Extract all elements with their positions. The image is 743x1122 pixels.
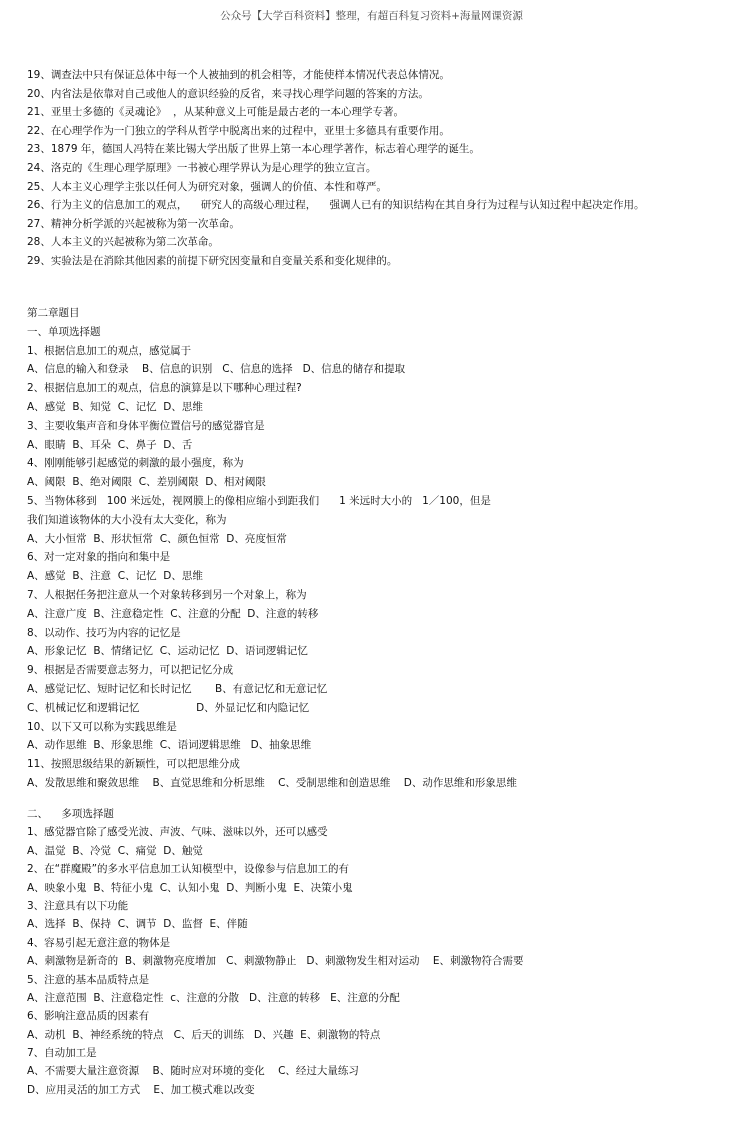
question: 3、主要收集声音和身体平衡位置信号的感觉器官是 (27, 419, 265, 432)
options: A、发散思维和聚敛思维 B、直觉思维和分析思维 C、受制思维和创造思维 D、动作思维和形象思维 (27, 776, 517, 789)
options: A、注意范围 B、注意稳定性 c、注意的分散 D、注意的转移 E、注意的分配 (27, 991, 400, 1004)
question: 9、根据是否需要意志努力，可以把记忆分成 (27, 664, 234, 677)
options: A、感觉 B、注意 C、记忆 D、思维 (27, 570, 203, 583)
multiple-choice-section (27, 805, 727, 1099)
question: 1、根据信息加工的观点，感觉属于 (27, 344, 192, 357)
options: A、温觉 B、冷觉 C、痛觉 D、触觉 (27, 844, 203, 857)
options: A、动作思维 B、形象思维 C、语词逻辑思维 D、抽象思维 (27, 739, 312, 752)
options: A、选择 B、保持 C、调节 D、监督 E、伴随 (27, 918, 248, 931)
statement-27: 27、精神分析学派的兴起被称为第一次革命。 (27, 217, 240, 230)
question-continued: 我们知道该物体的大小没有太大变化，称为 (27, 513, 227, 526)
statement-25: 25、人本主义心理学主张以任何人为研究对象，强调人的价值、本性和尊严。 (27, 180, 387, 193)
question: 3、注意具有以下功能 (27, 899, 129, 912)
options: A、感觉记忆、短时记忆和长时记忆 B、有意记忆和无意记忆 (27, 682, 328, 695)
question: 5、注意的基本品质特点是 (27, 973, 150, 986)
statement-29: 29、实验法是在消除其他因素的前提下研究因变量和自变量关系和变化规律的。 (27, 254, 398, 267)
question: 2、根据信息加工的观点，信息的演算是以下哪种心理过程? (27, 382, 302, 395)
statement-20: 20、内省法是依靠对自己或他人的意识经验的反省，来寻找心理学问题的答案的方法。 (27, 87, 429, 100)
options: A、映象小鬼 B、特征小鬼 C、认知小鬼 D、判断小鬼 E、决策小鬼 (27, 881, 353, 894)
section-heading: 一、单项选择题 (27, 325, 101, 338)
options: A、大小恒常 B、形状恒常 C、颜色恒常 D、亮度恒常 (27, 532, 287, 545)
options: A、注意广度 B、注意稳定性 C、注意的分配 D、注意的转移 (27, 607, 319, 620)
chapter-title: 第二章题目 (27, 307, 80, 319)
question: 4、刚刚能够引起感觉的刺激的最小强度，称为 (27, 457, 244, 470)
question: 8、以动作、技巧为内容的记忆是 (27, 626, 181, 639)
statement-21: 21、亚里士多德的《灵魂论》 ，从某种意义上可能是最古老的一本心理学专著。 (27, 106, 405, 119)
question: 11、按照思级结果的新颖性，可以把思维分成 (27, 758, 240, 771)
question: 1、感觉器官除了感受光波、声波、气味、滋味以外，还可以感受 (27, 826, 328, 839)
options: A、阈限 B、绝对阈限 C、差别阈限 D、相对阈限 (27, 476, 266, 489)
options: A、不需要大量注意资源 B、随时应对环境的变化 C、经过大量练习 (27, 1065, 359, 1078)
options: A、动机 B、神经系统的特点 C、后天的训练 D、兴趣 E、刺激物的特点 (27, 1028, 381, 1041)
options: A、信息的输入和登录 B、信息的识别 C、信息的选择 D、信息的储存和提取 (27, 363, 406, 376)
page-header: 公众号【大学百科资料】整理，有超百科复习资料+海量网课资源 (220, 10, 523, 22)
statement-24: 24、洛克的《生理心理学原理》一书被心理学界认为是心理学的独立宣言。 (27, 161, 377, 174)
question: 7、人根据任务把注意从一个对象转移到另一个对象上，称为 (27, 588, 307, 601)
statement-26: 26、行为主义的信息加工的观点， 研究人的高级心理过程， 强调人已有的知识结构在其自身行为过程与认知过程中起决定作用。 (27, 199, 645, 212)
statement-28: 28、人本主义的兴起被称为第二次革命。 (27, 236, 219, 249)
options: A、刺激物是新奇的 B、刺激物亮度增加 C、刺激物静止 D、刺激物发生相对运动 E、刺激物符合需要 (27, 955, 524, 968)
question: 5、当物体移到 100 米远处，视网膜上的像相应缩小到距我们 1 米远时大小的 1／100，但是 (27, 494, 491, 507)
single-choice-section (27, 304, 727, 793)
options: C、机械记忆和逻辑记忆 D、外显记忆和内隐记忆 (27, 701, 310, 714)
question: 10、以下又可以称为实践思维是 (27, 720, 177, 733)
question: 6、对一定对象的指向和集中是 (27, 551, 171, 564)
statement-23: 23、1879 年，德国人冯特在莱比锡大学出版了世界上第一本心理学著作，标志着心理学的诞生。 (27, 143, 480, 156)
question: 6、影响注意品质的因素有 (27, 1010, 150, 1023)
options: A、形象记忆 B、情绪记忆 C、运动记忆 D、语词逻辑记忆 (27, 645, 308, 658)
options: D、应用灵活的加工方式 E、加工模式难以改变 (27, 1083, 255, 1096)
question: 2、在“群魔殿”的多水平信息加工认知模型中，设像参与信息加工的有 (27, 863, 350, 876)
question: 7、自动加工是 (27, 1047, 97, 1060)
part1-statements (27, 66, 727, 271)
options: A、眼睛 B、耳朵 C、鼻子 D、舌 (27, 438, 193, 451)
statement-22: 22、在心理学作为一门独立的学科从哲学中脱离出来的过程中，亚里士多德具有重要作用。 (27, 124, 450, 137)
section-heading: 二、 多项选择题 (27, 808, 114, 820)
question: 4、容易引起无意注意的物体是 (27, 936, 171, 949)
options: A、感觉 B、知觉 C、记忆 D、思维 (27, 400, 203, 413)
statement-19: 19、调查法中只有保证总体中每一个人被抽到的机会相等，才能使样本情况代表总体情况。 (27, 69, 450, 81)
